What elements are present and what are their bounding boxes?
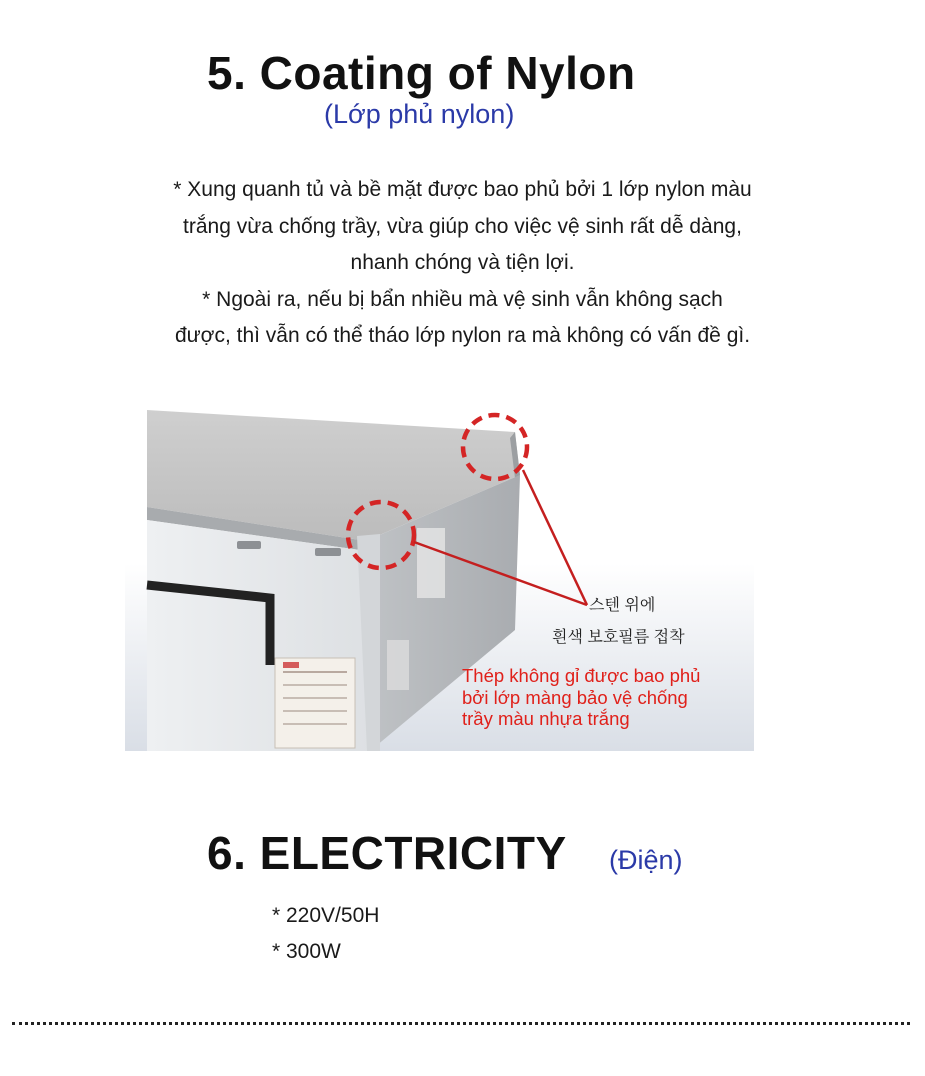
desc-line: * Ngoài ra, nếu bị bẩn nhiều mà vệ sinh vẫn không sạch xyxy=(202,287,723,311)
dotted-divider xyxy=(12,1022,910,1025)
section5-subtitle: (Lớp phủ nylon) xyxy=(324,99,515,129)
desc-line: * Xung quanh tủ và bề mặt được bao phủ bởi 1 lớp nylon màu xyxy=(173,178,752,201)
desc-line: nhanh chóng và tiện lợi. xyxy=(350,251,575,274)
desc-line: được, thì vẫn có thể tháo lớp nylon ra mà không có vấn đề gì. xyxy=(174,324,751,347)
callout-note-line: trầy màu nhựa trắng xyxy=(462,708,630,729)
section6-subtitle: (Điện) xyxy=(609,845,683,875)
section5-title: 5. Coating of Nylon xyxy=(207,47,636,99)
section5-description xyxy=(60,172,865,355)
callout-note-line: bởi lớp màng bảo vệ chống xyxy=(462,686,688,708)
spec-power: * 300W xyxy=(272,940,341,963)
section6-title: 6. ELECTRICITY xyxy=(207,827,567,879)
desc-line: trắng vừa chống trầy, vừa giúp cho việc vệ sinh rất dễ dàng, xyxy=(183,214,742,238)
callout-korean-line2: 흰색 보호필름 접착 xyxy=(552,629,685,646)
spec-voltage: * 220V/50H xyxy=(272,904,380,927)
callout-korean-line1: 스텐 위에 xyxy=(589,597,656,614)
callout-note-line: Thép không gỉ được bao phủ xyxy=(462,665,701,686)
callout-vietnamese-note xyxy=(462,665,700,730)
